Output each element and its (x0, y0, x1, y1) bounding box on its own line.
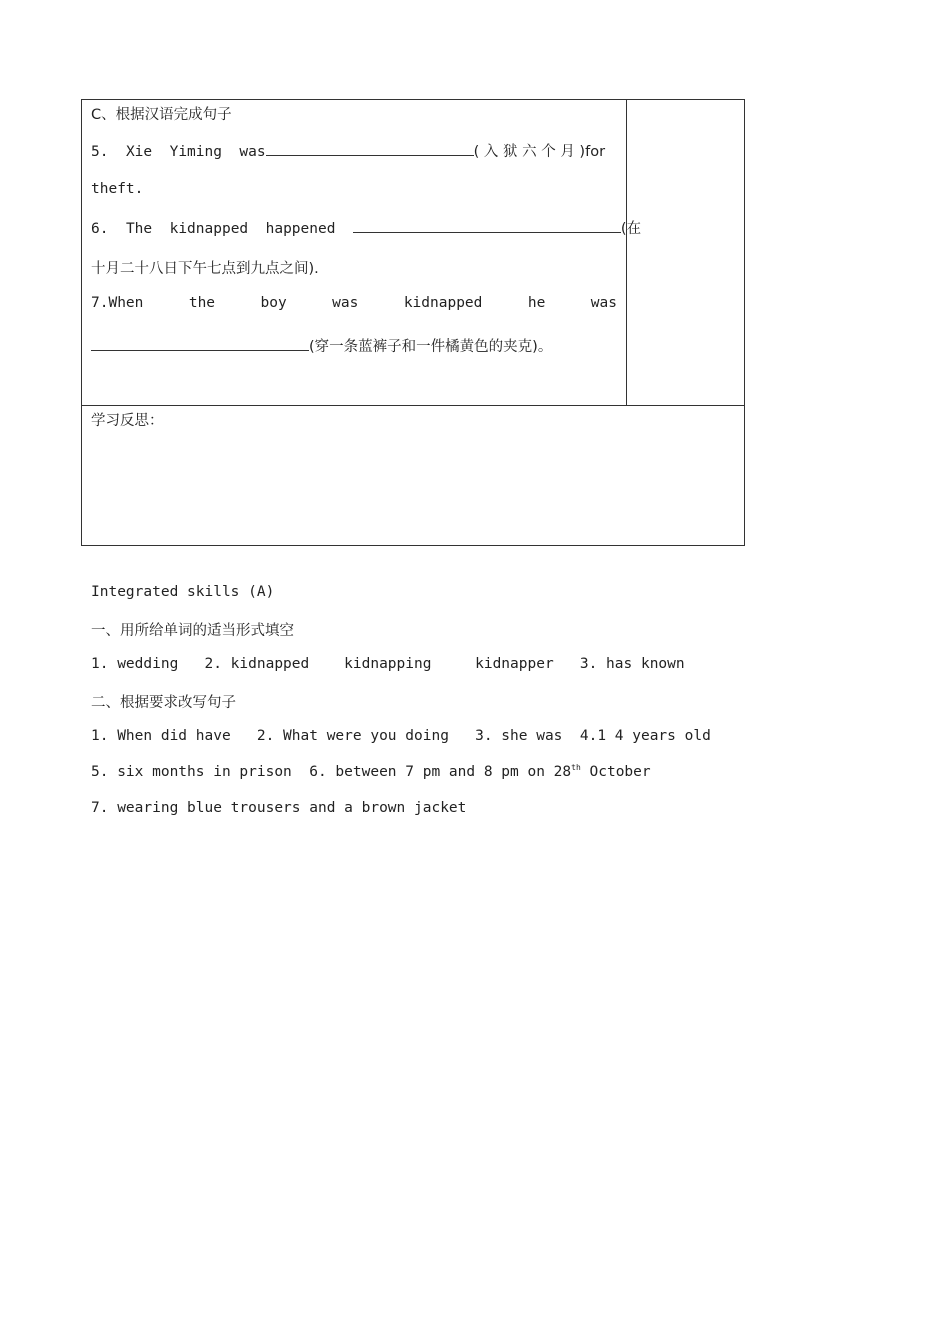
question-6-number: 6. (91, 221, 109, 237)
question-5 (91, 140, 605, 161)
table-border-bottom (81, 545, 745, 546)
table-border-top (81, 99, 745, 100)
question-7-blank[interactable] (91, 336, 309, 351)
question-5-blank[interactable] (266, 141, 474, 156)
question-7-word: was (332, 295, 359, 311)
question-6 (91, 217, 641, 238)
reflection-label: 学习反思： (91, 413, 164, 429)
question-5-hint: ( 入 狱 六 个 月 )for (473, 144, 606, 160)
section-c-heading: C、根据汉语完成句子 (91, 107, 232, 123)
question-6-continuation: 十月二十八日下午七点到九点之间). (91, 261, 319, 277)
question-7-word: he (527, 295, 546, 311)
part-2-answers-line-2 (91, 764, 651, 780)
question-7 (91, 295, 617, 311)
part-2-line-2-text: 5. six months in prison 6. between 7 pm and 8 pm on 28 (91, 764, 572, 780)
table-row-divider (81, 405, 745, 406)
part-2-line-2-month: October (580, 764, 651, 780)
question-6-text: The kidnapped happened (125, 221, 336, 237)
question-7-word: kidnapped (403, 295, 483, 311)
table-border-right (744, 99, 745, 546)
part-1-answers: 1. wedding 2. kidnapped kidnapping kidnapper 3. has known (91, 656, 685, 672)
question-7-word: boy (260, 295, 287, 311)
question-7-answer-line (91, 335, 552, 356)
part-2-heading: 二、根据要求改写句子 (91, 695, 236, 711)
question-5-number: 5. (91, 144, 109, 160)
question-7-word: the (188, 295, 216, 311)
question-6-hint: (在 (620, 221, 642, 237)
question-5-text: Xie Yiming was (125, 144, 266, 160)
table-border-left (81, 99, 82, 546)
part-2-answers-line-3: 7. wearing blue trousers and a brown jacket (91, 800, 467, 816)
table-column-divider (626, 99, 627, 406)
question-7-word: was (590, 295, 617, 311)
question-7-word: 7.When (91, 295, 144, 311)
part-1-heading: 一、用所给单词的适当形式填空 (91, 623, 294, 639)
answers-title: Integrated skills (A) (91, 584, 275, 600)
part-2-answers-line-1: 1. When did have 2. What were you doing 3. she was 4.1 4 years old (91, 728, 711, 744)
question-6-blank[interactable] (353, 218, 621, 233)
question-7-hint: (穿一条蓝裤子和一件橘黄色的夹克)。 (309, 339, 553, 355)
question-5-continuation: theft. (91, 181, 144, 197)
ordinal-suffix: th (571, 763, 581, 773)
